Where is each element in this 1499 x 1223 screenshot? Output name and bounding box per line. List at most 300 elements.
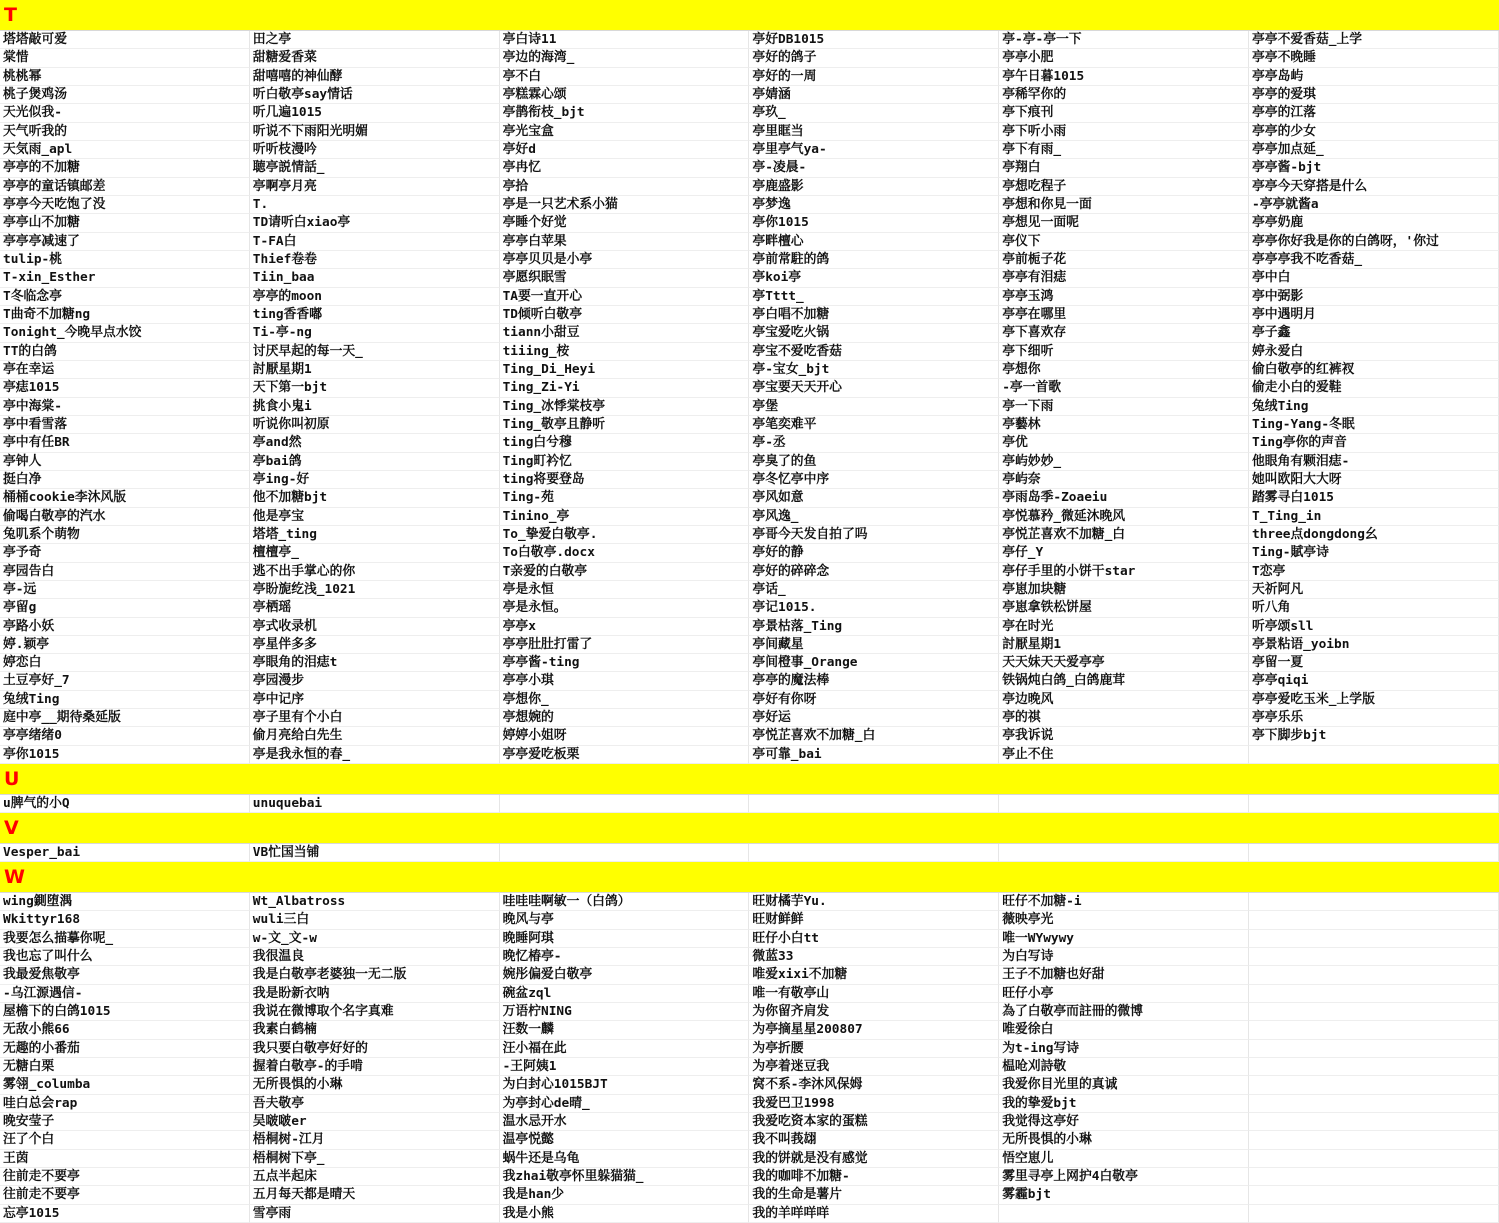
table-cell[interactable] bbox=[500, 795, 750, 813]
table-cell[interactable]: 亭藝林 bbox=[999, 416, 1249, 434]
table-cell[interactable]: 亭亭酱-ting bbox=[500, 654, 750, 672]
table-cell[interactable]: 亭仪下 bbox=[999, 233, 1249, 251]
table-cell[interactable]: VB忙国当铺 bbox=[250, 844, 500, 862]
table-cell[interactable]: 汪小福在此 bbox=[500, 1040, 750, 1058]
table-cell[interactable]: 梧桐树-江月 bbox=[250, 1131, 500, 1149]
table-cell[interactable]: 梧桐树下亭_ bbox=[250, 1150, 500, 1168]
table-cell[interactable]: 亭亭奶鹿 bbox=[1249, 214, 1499, 232]
table-cell[interactable]: 亭的祺 bbox=[999, 709, 1249, 727]
table-cell[interactable]: 亭我诉说 bbox=[999, 727, 1249, 745]
table-cell[interactable]: 亭亭的不加糖 bbox=[0, 159, 250, 177]
table-cell[interactable]: 亭是永恒 bbox=[500, 581, 750, 599]
table-cell[interactable]: 亭中记序 bbox=[250, 691, 500, 709]
table-cell[interactable]: 哇白总会rap bbox=[0, 1095, 250, 1113]
table-cell[interactable]: 亭想你 bbox=[999, 361, 1249, 379]
table-cell[interactable]: 亭间橙事_Orange bbox=[749, 654, 999, 672]
table-cell[interactable]: 王子不加糖也好甜 bbox=[999, 966, 1249, 984]
table-cell[interactable]: 亭koi亭 bbox=[749, 269, 999, 287]
table-cell[interactable] bbox=[749, 844, 999, 862]
table-cell[interactable]: 我很温良 bbox=[250, 948, 500, 966]
table-cell[interactable]: 逃不出手掌心的你 bbox=[250, 563, 500, 581]
table-cell[interactable] bbox=[1249, 844, 1499, 862]
table-cell[interactable]: 偷走小白的爱鞋 bbox=[1249, 379, 1499, 397]
table-cell[interactable]: 我的生命是薯片 bbox=[749, 1186, 999, 1204]
table-cell[interactable]: 屋檐下的白鸽1015 bbox=[0, 1003, 250, 1021]
table-cell[interactable]: 亭亭qiqi bbox=[1249, 672, 1499, 690]
table-cell[interactable] bbox=[1249, 930, 1499, 948]
table-cell[interactable]: 亭栖瑶 bbox=[250, 599, 500, 617]
table-cell[interactable]: 亭在时光 bbox=[999, 618, 1249, 636]
table-cell[interactable]: 亭-亭-亭一下 bbox=[999, 31, 1249, 49]
table-cell[interactable]: 亭and然 bbox=[250, 434, 500, 452]
table-cell[interactable]: 亭景枯落_Ting bbox=[749, 618, 999, 636]
table-cell[interactable]: 婷婷小姐呀 bbox=[500, 727, 750, 745]
table-cell[interactable]: Ti-亭-ng bbox=[250, 324, 500, 342]
table-cell[interactable]: 亭拾 bbox=[500, 178, 750, 196]
table-cell[interactable]: Ting-Yang-冬眠 bbox=[1249, 416, 1499, 434]
table-cell[interactable]: 亭鹊衔枝_bjt bbox=[500, 104, 750, 122]
table-cell[interactable]: TA要一直开心 bbox=[500, 288, 750, 306]
table-cell[interactable]: 晚风与亭 bbox=[500, 911, 750, 929]
table-cell[interactable]: 亭鹿盛影 bbox=[749, 178, 999, 196]
table-cell[interactable]: 铁锅炖白鸽_白鸽鹿茸 bbox=[999, 672, 1249, 690]
table-cell[interactable]: 旺财橘芋Yu. bbox=[749, 893, 999, 911]
table-cell[interactable]: 唯爱徐白 bbox=[999, 1021, 1249, 1039]
table-cell[interactable]: 亭好的静 bbox=[749, 544, 999, 562]
table-cell[interactable]: 亭优 bbox=[999, 434, 1249, 452]
table-cell[interactable]: 榅呛刈詩敬 bbox=[999, 1058, 1249, 1076]
table-cell[interactable]: T冬临念亭 bbox=[0, 288, 250, 306]
table-cell[interactable]: 五点半起床 bbox=[250, 1168, 500, 1186]
table-cell[interactable]: three点dongdong幺 bbox=[1249, 526, 1499, 544]
table-cell[interactable]: T. bbox=[250, 196, 500, 214]
table-cell[interactable] bbox=[1249, 1168, 1499, 1186]
table-cell[interactable]: Ting_冰悸棠枝亭 bbox=[500, 398, 750, 416]
table-cell[interactable] bbox=[1249, 1040, 1499, 1058]
table-cell[interactable]: 亭亭肚肚打雷了 bbox=[500, 636, 750, 654]
table-cell[interactable]: 晚睡阿琪 bbox=[500, 930, 750, 948]
table-cell[interactable]: 听八角 bbox=[1249, 599, 1499, 617]
table-cell[interactable]: 蜗牛还是乌龟 bbox=[500, 1150, 750, 1168]
table-cell[interactable]: 亭光宝盒 bbox=[500, 123, 750, 141]
table-cell[interactable]: 为白写诗 bbox=[999, 948, 1249, 966]
table-cell[interactable]: 亭冉忆 bbox=[500, 159, 750, 177]
table-cell[interactable] bbox=[999, 795, 1249, 813]
table-cell[interactable]: 亭好d bbox=[500, 141, 750, 159]
table-cell[interactable]: 亭亭不晚睡 bbox=[1249, 49, 1499, 67]
table-cell[interactable]: w-文_文-w bbox=[250, 930, 500, 948]
table-cell[interactable]: 亭下痕刊 bbox=[999, 104, 1249, 122]
table-cell[interactable]: 亭糕霖心颂 bbox=[500, 86, 750, 104]
table-cell[interactable]: 亭园告白 bbox=[0, 563, 250, 581]
table-cell[interactable]: 亭仔手里的小饼干star bbox=[999, 563, 1249, 581]
table-cell[interactable]: 亭翔白 bbox=[999, 159, 1249, 177]
table-cell[interactable]: 亭白诗11 bbox=[500, 31, 750, 49]
table-cell[interactable]: wuli三白 bbox=[250, 911, 500, 929]
table-cell[interactable]: 亭玖_ bbox=[749, 104, 999, 122]
table-cell[interactable]: 為了白敬亭而註冊的微博 bbox=[999, 1003, 1249, 1021]
table-cell[interactable]: 亭宝要天天开心 bbox=[749, 379, 999, 397]
table-cell[interactable]: 亭中海棠- bbox=[0, 398, 250, 416]
table-cell[interactable]: 亭笔奕难平 bbox=[749, 416, 999, 434]
table-cell[interactable]: 討厭星期1 bbox=[250, 361, 500, 379]
table-cell[interactable]: Ting_敬亭且静听 bbox=[500, 416, 750, 434]
table-cell[interactable]: 亭亭有泪痣 bbox=[999, 269, 1249, 287]
table-cell[interactable]: 亭亭绪绪0 bbox=[0, 727, 250, 745]
table-cell[interactable]: 兔叽系个萌物 bbox=[0, 526, 250, 544]
table-cell[interactable]: 亭亭的moon bbox=[250, 288, 500, 306]
table-cell[interactable]: tiann小甜豆 bbox=[500, 324, 750, 342]
table-cell[interactable]: 亭想和你見一面 bbox=[999, 196, 1249, 214]
table-cell[interactable]: 雾翎_columba bbox=[0, 1076, 250, 1094]
table-cell[interactable]: 討厭星期1 bbox=[999, 636, 1249, 654]
table-cell[interactable]: 无糖白栗 bbox=[0, 1058, 250, 1076]
table-cell[interactable]: 无敌小熊66 bbox=[0, 1021, 250, 1039]
table-cell[interactable]: 旺仔不加糖-i bbox=[999, 893, 1249, 911]
table-cell[interactable]: 亭亭的魔法棒 bbox=[749, 672, 999, 690]
table-cell[interactable]: 塔塔敲可爱 bbox=[0, 31, 250, 49]
table-cell[interactable]: T_Ting_in bbox=[1249, 508, 1499, 526]
table-cell[interactable]: 亭亭的爱琪 bbox=[1249, 86, 1499, 104]
table-cell[interactable]: 亭亭小肥 bbox=[999, 49, 1249, 67]
table-cell[interactable]: 我觉得这亭好 bbox=[999, 1113, 1249, 1131]
table-cell[interactable]: T恋亭 bbox=[1249, 563, 1499, 581]
table-cell[interactable]: 亭哥今天发自拍了吗 bbox=[749, 526, 999, 544]
table-cell[interactable]: 我的咖啡不加糖- bbox=[749, 1168, 999, 1186]
table-cell[interactable]: u脾气的小Q bbox=[0, 795, 250, 813]
table-cell[interactable]: To白敬亭.docx bbox=[500, 544, 750, 562]
table-cell[interactable]: 亭悦芷喜欢不加糖_白 bbox=[999, 526, 1249, 544]
table-cell[interactable]: Ting_Zi-Yi bbox=[500, 379, 750, 397]
table-cell[interactable]: 亭bai鸽 bbox=[250, 453, 500, 471]
table-cell[interactable]: 亭亭的江落 bbox=[1249, 104, 1499, 122]
table-cell[interactable]: 亭中有任BR bbox=[0, 434, 250, 452]
table-cell[interactable]: ting白兮穆 bbox=[500, 434, 750, 452]
table-cell[interactable]: 为亭着迷豆我 bbox=[749, 1058, 999, 1076]
table-cell[interactable]: 桃子煲鸡汤 bbox=[0, 86, 250, 104]
table-cell[interactable]: 汪了个白 bbox=[0, 1131, 250, 1149]
table-cell[interactable]: 晚忆椿亭- bbox=[500, 948, 750, 966]
table-cell[interactable]: 亭-丞 bbox=[749, 434, 999, 452]
table-cell[interactable]: 亭风逸_ bbox=[749, 508, 999, 526]
table-cell[interactable]: 亭午日暮1015 bbox=[999, 68, 1249, 86]
table-cell[interactable]: T亲爱的白敬亭 bbox=[500, 563, 750, 581]
table-cell[interactable]: Wkittyr168 bbox=[0, 911, 250, 929]
table-cell[interactable]: 我爱你目光里的真诚 bbox=[999, 1076, 1249, 1094]
table-cell[interactable] bbox=[1249, 1113, 1499, 1131]
table-cell[interactable]: ting香香嘟 bbox=[250, 306, 500, 324]
table-cell[interactable]: 亭可靠_bai bbox=[749, 746, 999, 764]
table-cell[interactable]: 亭钟人 bbox=[0, 453, 250, 471]
table-cell[interactable]: Tonight_今晚早点水饺 bbox=[0, 324, 250, 342]
table-cell[interactable]: 亭崽加块糖 bbox=[999, 581, 1249, 599]
table-cell[interactable]: 唯爱xixi不加糖 bbox=[749, 966, 999, 984]
table-cell[interactable]: 亭亭贝贝是小亭 bbox=[500, 251, 750, 269]
table-cell[interactable]: 亭好运 bbox=[749, 709, 999, 727]
table-cell[interactable]: 我的挚爱bjt bbox=[999, 1095, 1249, 1113]
table-cell[interactable]: 婷永爱白 bbox=[1249, 343, 1499, 361]
table-cell[interactable]: 旺财鲜鲜 bbox=[749, 911, 999, 929]
table-cell[interactable]: 亭悦芷喜欢不加糖_白 bbox=[749, 727, 999, 745]
table-cell[interactable]: To_挚爱白敬亭. bbox=[500, 526, 750, 544]
table-cell[interactable]: 悟空崽儿 bbox=[999, 1150, 1249, 1168]
table-cell[interactable]: Tiin_baa bbox=[250, 269, 500, 287]
table-cell[interactable]: 亭记1015. bbox=[749, 599, 999, 617]
table-cell[interactable]: 唯一WYwywy bbox=[999, 930, 1249, 948]
table-cell[interactable]: 亭是永恒。 bbox=[500, 599, 750, 617]
table-cell[interactable]: 亭园漫步 bbox=[250, 672, 500, 690]
table-cell[interactable]: 我最爱焦敬亭 bbox=[0, 966, 250, 984]
table-cell[interactable]: 为t-ing写诗 bbox=[999, 1040, 1249, 1058]
table-cell[interactable]: 挑食小鬼i bbox=[250, 398, 500, 416]
table-cell[interactable]: 亭好的碎碎念 bbox=[749, 563, 999, 581]
table-cell[interactable]: 王茵 bbox=[0, 1150, 250, 1168]
table-cell[interactable]: 亭白唱不加糖 bbox=[749, 306, 999, 324]
table-cell[interactable]: 亭亭白苹果 bbox=[500, 233, 750, 251]
table-cell[interactable]: 挺白净 bbox=[0, 471, 250, 489]
table-cell[interactable]: 我zhai敬亭怀里躲猫猫_ bbox=[500, 1168, 750, 1186]
table-cell[interactable]: 亭留一夏 bbox=[1249, 654, 1499, 672]
table-cell[interactable]: 亭亭今天穿搭是什么 bbox=[1249, 178, 1499, 196]
table-cell[interactable]: 亭是我永恒的春_ bbox=[250, 746, 500, 764]
table-cell[interactable]: 雪亭雨 bbox=[250, 1205, 500, 1223]
table-cell[interactable]: 无所畏惧的小琳 bbox=[999, 1131, 1249, 1149]
table-cell[interactable]: 我要怎么描摹你呢_ bbox=[0, 930, 250, 948]
table-cell[interactable]: 亭宝不爱吃香菇 bbox=[749, 343, 999, 361]
table-cell[interactable]: 握着白敬亭-的手啃 bbox=[250, 1058, 500, 1076]
table-cell[interactable]: Ting町衿忆 bbox=[500, 453, 750, 471]
table-cell[interactable]: Ting_Di_Heyi bbox=[500, 361, 750, 379]
table-cell[interactable]: 婷恋白 bbox=[0, 654, 250, 672]
table-cell[interactable]: 亭想婉的 bbox=[500, 709, 750, 727]
table-cell[interactable]: 旺仔小白tt bbox=[749, 930, 999, 948]
table-cell[interactable]: 亭边的海湾_ bbox=[500, 49, 750, 67]
table-cell[interactable]: 亭是一只艺术系小猫 bbox=[500, 196, 750, 214]
table-cell[interactable]: -乌江源遇信- bbox=[0, 985, 250, 1003]
table-cell[interactable]: 亭亭今天吃饱了没 bbox=[0, 196, 250, 214]
table-cell[interactable]: 雾里寻亭上网护4白敬亭 bbox=[999, 1168, 1249, 1186]
table-cell[interactable] bbox=[1249, 1003, 1499, 1021]
table-cell[interactable]: 亭盼旎纥浅_1021 bbox=[250, 581, 500, 599]
table-cell[interactable]: 汪数一麟 bbox=[500, 1021, 750, 1039]
table-cell[interactable]: 亭景粘语_yoibn bbox=[1249, 636, 1499, 654]
table-cell[interactable]: 晚安莹子 bbox=[0, 1113, 250, 1131]
table-cell[interactable]: 唯一有敬亭山 bbox=[749, 985, 999, 1003]
table-cell[interactable]: 亭仔_Y bbox=[999, 544, 1249, 562]
table-cell[interactable]: 哇哇哇啊敏一（白鸽） bbox=[500, 893, 750, 911]
table-cell[interactable] bbox=[1249, 1150, 1499, 1168]
table-cell[interactable]: 亭屿奈 bbox=[999, 471, 1249, 489]
table-cell[interactable]: 亭-凌晨- bbox=[749, 159, 999, 177]
table-cell[interactable]: 我不叫莪翃 bbox=[749, 1131, 999, 1149]
table-cell[interactable]: 桶桶cookie李沐风版 bbox=[0, 489, 250, 507]
table-cell[interactable]: 甜糖爱香菜 bbox=[250, 49, 500, 67]
table-cell[interactable] bbox=[1249, 948, 1499, 966]
table-cell[interactable]: 亭好DB1015 bbox=[749, 31, 999, 49]
table-cell[interactable] bbox=[999, 844, 1249, 862]
table-cell[interactable] bbox=[749, 795, 999, 813]
table-cell[interactable]: 我是小熊 bbox=[500, 1205, 750, 1223]
table-cell[interactable]: 我只要白敬亭好好的 bbox=[250, 1040, 500, 1058]
table-cell[interactable] bbox=[999, 1205, 1249, 1223]
table-cell[interactable]: 无趣的小番茄 bbox=[0, 1040, 250, 1058]
table-cell[interactable]: 亭边晚风 bbox=[999, 691, 1249, 709]
table-cell[interactable]: 亭Tttt_ bbox=[749, 288, 999, 306]
table-cell[interactable]: 亭下细听 bbox=[999, 343, 1249, 361]
table-cell[interactable]: 天光似我- bbox=[0, 104, 250, 122]
table-cell[interactable]: 天天妹天天爱亭亭 bbox=[999, 654, 1249, 672]
table-cell[interactable]: 亭下有雨_ bbox=[999, 141, 1249, 159]
table-cell[interactable]: 亭中弼影 bbox=[1249, 288, 1499, 306]
table-cell[interactable]: 亭-远 bbox=[0, 581, 250, 599]
table-cell[interactable]: 万语柠NING bbox=[500, 1003, 750, 1021]
table-cell[interactable]: 讨厌早起的每一天_ bbox=[250, 343, 500, 361]
table-cell[interactable]: 亭堡 bbox=[749, 398, 999, 416]
table-cell[interactable]: 亭止不住 bbox=[999, 746, 1249, 764]
table-cell[interactable]: Thief卷卷 bbox=[250, 251, 500, 269]
table-cell[interactable]: 她叫欧阳大大呀 bbox=[1249, 471, 1499, 489]
table-cell[interactable]: -王阿姨1 bbox=[500, 1058, 750, 1076]
table-cell[interactable]: 婷.颖亭 bbox=[0, 636, 250, 654]
table-cell[interactable]: 亭悦慕矜_微延沐晚风 bbox=[999, 508, 1249, 526]
table-cell[interactable]: TD倾听白敬亭 bbox=[500, 306, 750, 324]
table-cell[interactable]: 亭间藏星 bbox=[749, 636, 999, 654]
table-cell[interactable]: 亭亭乐乐 bbox=[1249, 709, 1499, 727]
table-cell[interactable]: 亭宝爱吃火锅 bbox=[749, 324, 999, 342]
table-cell[interactable]: 我也忘了叫什么 bbox=[0, 948, 250, 966]
table-cell[interactable]: 土豆亭好_7 bbox=[0, 672, 250, 690]
table-cell[interactable]: 为亭封心de晴_ bbox=[500, 1095, 750, 1113]
table-cell[interactable]: 亭不白 bbox=[500, 68, 750, 86]
table-cell[interactable]: 兔绒Ting bbox=[1249, 398, 1499, 416]
table-cell[interactable]: 亭眼角的泪痣t bbox=[250, 654, 500, 672]
table-cell[interactable]: 微蓝33 bbox=[749, 948, 999, 966]
table-cell[interactable]: 温水忌开水 bbox=[500, 1113, 750, 1131]
table-cell[interactable] bbox=[1249, 1186, 1499, 1204]
table-cell[interactable]: 甜嘻嘻的神仙酵 bbox=[250, 68, 500, 86]
table-cell[interactable]: 亭一下雨 bbox=[999, 398, 1249, 416]
table-cell[interactable]: 亭亭的童话镇邮差 bbox=[0, 178, 250, 196]
table-cell[interactable]: 忘亭1015 bbox=[0, 1205, 250, 1223]
table-cell[interactable]: 亭好的一周 bbox=[749, 68, 999, 86]
table-cell[interactable]: T曲奇不加糖ng bbox=[0, 306, 250, 324]
table-cell[interactable]: 碗盆zql bbox=[500, 985, 750, 1003]
table-cell[interactable]: 吾夫敬亭 bbox=[250, 1095, 500, 1113]
table-cell[interactable]: 我的饼就是没有感觉 bbox=[749, 1150, 999, 1168]
table-cell[interactable]: 偷白敬亭的红裤衩 bbox=[1249, 361, 1499, 379]
table-cell[interactable]: 亭亭加点延_ bbox=[1249, 141, 1499, 159]
table-cell[interactable]: 亭愿织眠雪 bbox=[500, 269, 750, 287]
table-cell[interactable]: 窝不系-李沐风保姆 bbox=[749, 1076, 999, 1094]
table-cell[interactable]: unuquebai bbox=[250, 795, 500, 813]
table-cell[interactable]: 亭中看雪落 bbox=[0, 416, 250, 434]
table-cell[interactable]: 亭话_ bbox=[749, 581, 999, 599]
table-cell[interactable]: 旺仔小亭 bbox=[999, 985, 1249, 1003]
table-cell[interactable]: 亭里眶当 bbox=[749, 123, 999, 141]
table-cell[interactable]: Ting-賦亭诗 bbox=[1249, 544, 1499, 562]
table-cell[interactable]: tulip-桃 bbox=[0, 251, 250, 269]
table-cell[interactable]: 亭你1015 bbox=[749, 214, 999, 232]
table-cell[interactable]: T-FA白 bbox=[250, 233, 500, 251]
table-cell[interactable]: 婉彤偏爱白敬亭 bbox=[500, 966, 750, 984]
table-cell[interactable] bbox=[1249, 893, 1499, 911]
table-cell[interactable] bbox=[1249, 795, 1499, 813]
table-cell[interactable] bbox=[1249, 1076, 1499, 1094]
table-cell[interactable]: 亭下脚步bjt bbox=[1249, 727, 1499, 745]
table-cell[interactable]: 檀檀亭_ bbox=[250, 544, 500, 562]
table-cell[interactable]: wing鍘堕湡 bbox=[0, 893, 250, 911]
table-cell[interactable]: 亭中白 bbox=[1249, 269, 1499, 287]
table-cell[interactable]: Vesper_bai bbox=[0, 844, 250, 862]
table-cell[interactable]: 亭睡个好觉 bbox=[500, 214, 750, 232]
table-cell[interactable]: 亭中遇明月 bbox=[1249, 306, 1499, 324]
table-cell[interactable]: 亭式收录机 bbox=[250, 618, 500, 636]
table-cell[interactable]: 亭星伴多多 bbox=[250, 636, 500, 654]
table-cell[interactable]: 往前走不要亭 bbox=[0, 1186, 250, 1204]
table-cell[interactable]: 亭你1015 bbox=[0, 746, 250, 764]
table-cell[interactable]: 听亭颂sll bbox=[1249, 618, 1499, 636]
table-cell[interactable]: 亭屿妙妙_ bbox=[999, 453, 1249, 471]
table-cell[interactable]: 亭臭了的鱼 bbox=[749, 453, 999, 471]
table-cell[interactable]: 亭想吃程子 bbox=[999, 178, 1249, 196]
table-cell[interactable]: 他是亭宝 bbox=[250, 508, 500, 526]
table-cell[interactable]: 亭子里有个小白 bbox=[250, 709, 500, 727]
table-cell[interactable] bbox=[1249, 1021, 1499, 1039]
table-cell[interactable]: -亭一首歌 bbox=[999, 379, 1249, 397]
table-cell[interactable]: 亭前常駐的鸽 bbox=[749, 251, 999, 269]
table-cell[interactable]: 我说在微博取个名字真难 bbox=[250, 1003, 500, 1021]
table-cell[interactable]: 桃桃幂 bbox=[0, 68, 250, 86]
table-cell[interactable]: 亭稀罕你的 bbox=[999, 86, 1249, 104]
table-cell[interactable]: 亭亭亭减速了 bbox=[0, 233, 250, 251]
table-cell[interactable]: 天気雨_apl bbox=[0, 141, 250, 159]
table-cell[interactable]: 天祈阿凡 bbox=[1249, 581, 1499, 599]
table-cell[interactable]: TD请听白xiao亭 bbox=[250, 214, 500, 232]
table-cell[interactable]: 亭里亭气ya- bbox=[749, 141, 999, 159]
table-cell[interactable] bbox=[1249, 911, 1499, 929]
table-cell[interactable]: 亭雨岛季-Zoaeiu bbox=[999, 489, 1249, 507]
table-cell[interactable]: 我是白敬亭老婆独一无二版 bbox=[250, 966, 500, 984]
table-cell[interactable]: -亭亭就酱a bbox=[1249, 196, 1499, 214]
table-cell[interactable]: T-xin_Esther bbox=[0, 269, 250, 287]
table-cell[interactable]: 踏雾寻白1015 bbox=[1249, 489, 1499, 507]
table-cell[interactable]: 亭亭酱-bjt bbox=[1249, 159, 1499, 177]
table-cell[interactable]: 我爱吃资本家的蛋糕 bbox=[749, 1113, 999, 1131]
table-cell[interactable]: 亭崽拿铁松饼屋 bbox=[999, 599, 1249, 617]
table-cell[interactable]: 为你留齐肩发 bbox=[749, 1003, 999, 1021]
table-cell[interactable]: 兔绒Ting bbox=[0, 691, 250, 709]
table-cell[interactable]: 我的羊咩咩咩 bbox=[749, 1205, 999, 1223]
table-cell[interactable]: 亭亭小琪 bbox=[500, 672, 750, 690]
table-cell[interactable] bbox=[1249, 985, 1499, 1003]
table-cell[interactable]: 我素白鹤楠 bbox=[250, 1021, 500, 1039]
table-cell[interactable]: 亭痣1015 bbox=[0, 379, 250, 397]
table-cell[interactable]: 亭婧涵 bbox=[749, 86, 999, 104]
table-cell[interactable]: 听说不下雨阳光明媚 bbox=[250, 123, 500, 141]
table-cell[interactable]: Ting亭你的声音 bbox=[1249, 434, 1499, 452]
table-cell[interactable]: 薇映亭光 bbox=[999, 911, 1249, 929]
table-cell[interactable]: 亭亭爱吃板栗 bbox=[500, 746, 750, 764]
table-cell[interactable]: 温亭悦懿 bbox=[500, 1131, 750, 1149]
table-cell[interactable]: 听白敬亭say情话 bbox=[250, 86, 500, 104]
table-cell[interactable]: 亭下听小雨 bbox=[999, 123, 1249, 141]
table-cell[interactable]: 无所畏惧的小琳 bbox=[250, 1076, 500, 1094]
table-cell[interactable]: Tinino_亭 bbox=[500, 508, 750, 526]
table-cell[interactable]: 亭亭x bbox=[500, 618, 750, 636]
table-cell[interactable] bbox=[1249, 1205, 1499, 1223]
table-cell[interactable]: tiiing_桉 bbox=[500, 343, 750, 361]
table-cell[interactable]: 亭冬忆亭中序 bbox=[749, 471, 999, 489]
